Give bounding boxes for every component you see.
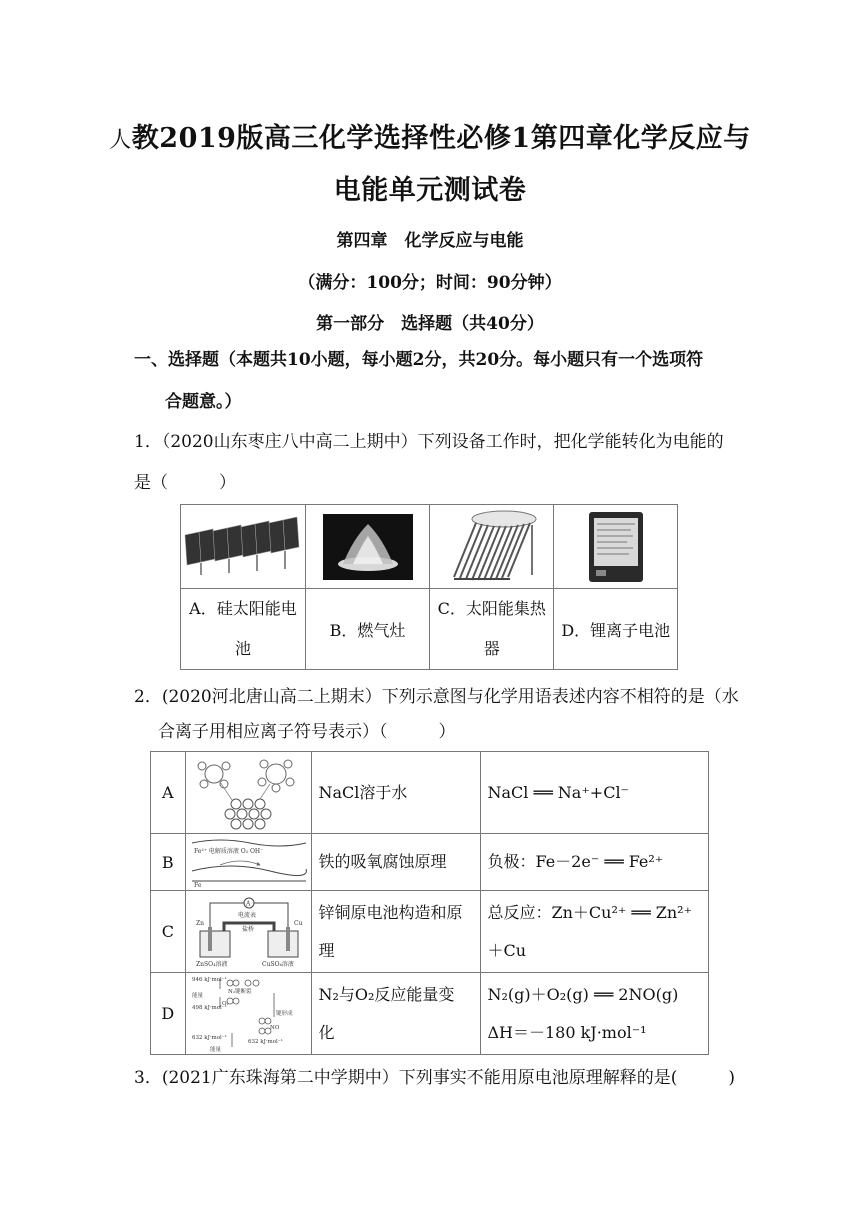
svg-text:498 kJ·mol⁻¹: 498 kJ·mol⁻¹ xyxy=(191,1004,227,1011)
option-a-image-cell xyxy=(181,505,306,589)
nacl-dissolution-diagram xyxy=(190,756,308,830)
gas-flame-icon xyxy=(323,514,413,580)
question-1-stem: 1．（2020山东枣庄八中高二上期中）下列设备工作时，把化学能转化为电能的 xyxy=(134,432,724,452)
option-c-label: C．太阳能集热 器 xyxy=(430,589,554,670)
energy-diagram xyxy=(190,975,308,1053)
svg-text:N₂键断裂: N₂键断裂 xyxy=(227,988,252,995)
row-c-equation: 总反应：Zn＋Cu²⁺ ══ Zn²⁺ ＋Cu xyxy=(481,891,709,973)
row-c-key: C xyxy=(151,891,186,973)
svg-text:NO: NO xyxy=(269,1024,279,1031)
row-c-diagram-cell xyxy=(185,891,312,973)
zn-cu-cell-diagram xyxy=(190,895,308,969)
row-d-equation: N₂(g)＋O₂(g) ══ 2NO(g) ΔH＝－180 kJ·mol⁻¹ xyxy=(481,973,709,1055)
chapter-heading: 第四章 化学反应与电能 xyxy=(336,231,524,251)
row-d-key: D xyxy=(151,973,186,1055)
document-title-line2: 电能单元测试卷 xyxy=(333,175,527,206)
svg-text:Fe²⁺ 电解质溶液 O₂ OH⁻: Fe²⁺ 电解质溶液 O₂ OH⁻ xyxy=(193,848,263,855)
row-d-description: N₂与O₂反应能量变 化 xyxy=(312,973,481,1055)
option-b-image-cell xyxy=(305,505,429,589)
svg-text:632 kJ·mol⁻¹: 632 kJ·mol⁻¹ xyxy=(191,1034,227,1041)
question-2-stem: 2．(2020河北唐山高二上期末）下列示意图与化学用语表述内容不相符的是（水 xyxy=(134,687,739,707)
svg-text:盐桥: 盐桥 xyxy=(241,925,254,933)
question-1-stem-cont: 是（ ） xyxy=(134,473,236,493)
option-a-label: A．硅太阳能电 池 xyxy=(181,589,306,670)
document-title-line1 xyxy=(0,116,860,155)
question-2-table xyxy=(150,751,709,1055)
svg-text:键形成: 键形成 xyxy=(275,1010,293,1017)
row-a-equation: NaCl ══ Na⁺+Cl⁻ xyxy=(481,752,709,834)
option-d-label: D．锂离子电池 xyxy=(554,589,678,670)
solar-heater-icon xyxy=(444,509,540,585)
section-heading: 一、选择题（本题共10小题，每小题2分，共20分。每小题只有一个选项符 xyxy=(134,350,704,370)
svg-text:O₂: O₂ xyxy=(221,1000,229,1007)
row-a-description: NaCl溶于水 xyxy=(312,752,481,834)
svg-text:能量: 能量 xyxy=(191,992,203,999)
section-heading-cont: 合题意。） xyxy=(165,392,242,412)
title-main: 教2019版高三化学选择性必修1第四章化学反应与 xyxy=(131,123,751,154)
svg-text:Zn: Zn xyxy=(195,919,204,927)
question-1-table xyxy=(180,504,678,670)
row-b-key: B xyxy=(151,834,186,891)
question-3-stem: 3．(2021广东珠海第二中学期中）下列事实不能用原电池原理解释的是( ) xyxy=(134,1068,735,1088)
battery-icon xyxy=(587,510,645,584)
option-c-image-cell xyxy=(430,505,554,589)
option-b-label: B．燃气灶 xyxy=(305,589,429,670)
svg-text:632 kJ·mol⁻¹: 632 kJ·mol⁻¹ xyxy=(247,1038,283,1045)
exam-info: （满分：100分；时间：90分钟） xyxy=(298,273,562,293)
row-b-description: 铁的吸氧腐蚀原理 xyxy=(312,834,481,891)
svg-text:A: A xyxy=(245,900,250,907)
row-b-diagram-cell xyxy=(185,834,312,891)
svg-text:Fe: Fe xyxy=(193,882,201,889)
option-d-image-cell xyxy=(554,505,678,589)
part-heading: 第一部分 选择题（共40分） xyxy=(316,314,544,334)
iron-corrosion-diagram xyxy=(190,835,308,889)
question-2-stem-cont: 合离子用相应离子符号表示）（ ） xyxy=(158,722,456,742)
svg-text:电流表: 电流表 xyxy=(237,911,256,919)
solar-panel-icon xyxy=(183,517,303,577)
row-b-equation: 负极：Fe－2e⁻ ══ Fe²⁺ xyxy=(481,834,709,891)
row-a-diagram-cell xyxy=(185,752,312,834)
svg-text:Cu: Cu xyxy=(293,919,303,927)
svg-text:能量: 能量 xyxy=(209,1046,221,1053)
svg-text:946 kJ·mol⁻¹: 946 kJ·mol⁻¹ xyxy=(191,976,227,983)
svg-text:ZnSO₄溶液: ZnSO₄溶液 xyxy=(195,960,228,968)
svg-text:CuSO₄溶液: CuSO₄溶液 xyxy=(261,960,294,968)
row-a-key: A xyxy=(151,752,186,834)
row-d-diagram-cell xyxy=(185,973,312,1055)
title-prefix: 人 xyxy=(109,128,132,153)
row-c-description: 锌铜原电池构造和原 理 xyxy=(312,891,481,973)
